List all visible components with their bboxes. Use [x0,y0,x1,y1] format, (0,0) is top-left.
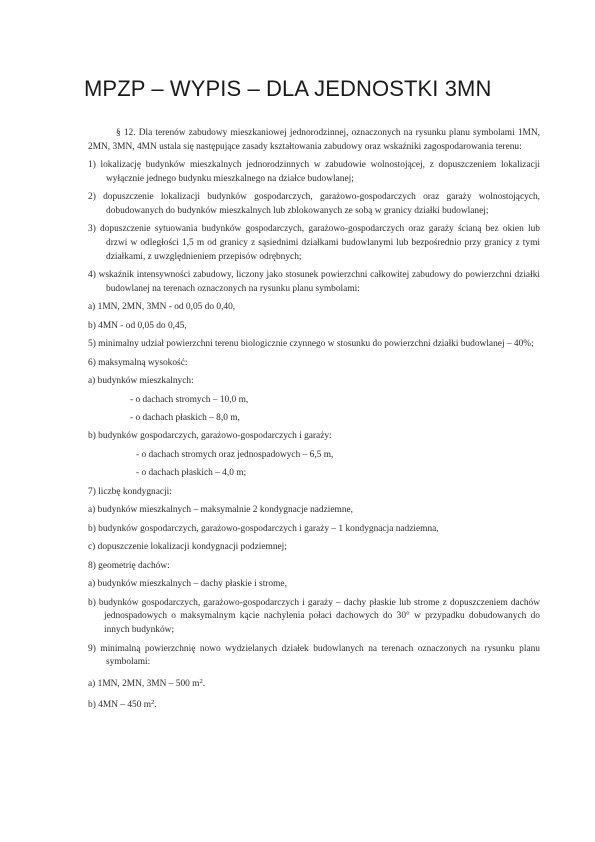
list-item-2: 2) dopuszczenie lokalizacji budynków gospodarczych, garażowo-gospodarczych oraz garaży wolnostojących, dobudowanych do budynków mieszkalnych lub zblokowanych ze sobą w granicy działki budowlanej; [88,192,540,216]
list-item-9a-text: a) 1MN, 2MN, 3MN – 500 m [88,678,200,689]
list-item-6b-steep: - o dachach stromych oraz jednospadowych – 6,5 m, [136,449,334,460]
punctuation: . [154,700,157,711]
paragraph-12-intro: § 12. Dla terenów zabudowy mieszkaniowej jednorodzinnej, oznaczonych na rysunku planu symbolami 1MN, 2MN, 3MN, 4MN ustala się następujące zasady kształtowania zabudowy oraz wskaźniki zagospodarowania terenu: [88,128,540,152]
list-item-5: 5) minimalny udział powierzchni terenu biologicznie czynnego w stosunku do powierzchni działki budowlanej – 40%; [88,339,534,350]
list-item-9a [88,675,540,692]
list-item-9b [88,696,540,713]
list-item-7a: a) budynków mieszkalnych – maksymalnie 2 kondygnacje nadziemne, [88,505,354,516]
list-item-6a: a) budynków mieszkalnych: [88,376,194,387]
list-item-6: 6) maksymalną wysokość: [88,357,188,368]
list-item-1: 1) lokalizację budynków mieszkalnych jednorodzinnych w zabudowie wolnostojącej, z dopuszczeniem lokalizacji wyłącznie jednego budynku mieszkalnego na działce budowlanej; [88,160,540,184]
list-item-4b: b) 4MN - od 0,05 do 0,45, [88,320,187,331]
list-item-8: 8) geometrię dachów: [88,560,170,571]
list-item-8b: b) budynków gospodarczych, garażowo-gospodarczych i garaży – dachy płaskie lub strome z dopuszczeniem dachów jednospadowych o maksymalnym kącie nachylenia połaci dachowych do 30° w przypadku dobudowanych do innych budynków; [88,597,540,636]
page-title: MPZP – WYPIS – DLA JEDNOSTKI 3MN [84,76,492,101]
document-body [88,127,540,718]
superscript: 2 [151,699,155,707]
list-item-7: 7) liczbę kondygnacji: [88,486,172,497]
list-item-6a-flat: - o dachach płaskich – 8,0 m, [130,413,240,423]
list-item-6a-steep: - o dachach stromych – 10,0 m, [130,394,249,405]
list-item-9b-text: b) 4MN – 450 m [88,700,152,711]
list-item-4a: a) 1MN, 2MN, 3MN - od 0,05 do 0,40, [88,302,236,313]
list-item-9: 9) minimalną powierzchnię nowo wydzielanych działek budowlanych na terenach oznaczonych na rysunku planu symbolami: [88,643,540,668]
list-item-7b: b) budynków gospodarczych, garażowo-gospodarczych i garaży – 1 kondygnacja nadziemna, [88,523,439,534]
list-item-4: 4) wskaźnik intensywności zabudowy, liczony jako stosunek powierzchni całkowitej zabudowy do powierzchni działki budowlanej na terenach oznaczonych na rysunku planu symbolami: [88,270,540,294]
list-item-3: 3) dopuszczenie sytuowania budynków gospodarczych, garażowo-gospodarczych oraz garaży ścianą bez okien lub drzwi w odległości 1,5 m od granicy z sąsiednimi działkami budowlanymi lub bezpośrednio przy granicy z tymi działkami, z uwzględnieniem przepisów odrębnych; [88,224,540,262]
punctuation: . [202,678,206,689]
list-item-6b: b) budynków gospodarczych, garażowo-gospodarczych i garaży: [88,431,332,442]
superscript: 2 [199,677,203,685]
list-item-8a: a) budynków mieszkalnych – dachy płaskie i strome, [88,579,287,590]
list-item-7c: c) dopuszczenie lokalizacji kondygnacji podziemnej; [88,542,287,553]
list-item-6b-flat: - o dachach płaskich – 4,0 m; [136,468,247,479]
